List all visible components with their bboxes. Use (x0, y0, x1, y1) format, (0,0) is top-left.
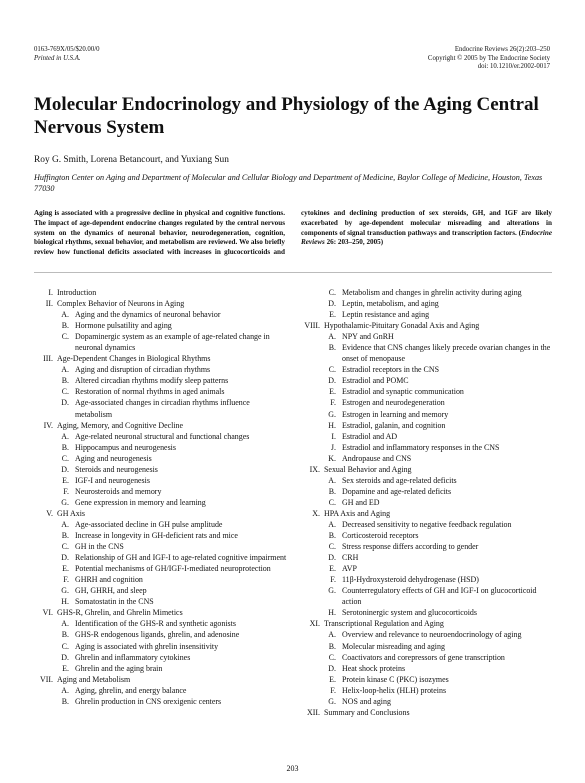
toc-number: B. (61, 630, 69, 640)
toc-section (297, 707, 554, 718)
toc-text: AVP (342, 564, 357, 574)
toc-text: NOS and aging (342, 696, 391, 706)
toc-number: D. (61, 398, 69, 408)
toc-number: G. (61, 497, 69, 507)
toc-text: Aging is associated with ghrelin insensitivity (75, 641, 219, 651)
toc-text: Hormone pulsatility and aging (75, 321, 172, 331)
toc-text: Overview and relevance to neuroendocrinology of aging (342, 630, 522, 640)
toc-text: Altered circadian rhythms modify sleep patterns (75, 376, 229, 386)
toc-subsection (297, 530, 554, 541)
toc-number: B. (328, 641, 336, 651)
toc-subsection (297, 375, 554, 386)
toc-subsection (297, 386, 554, 397)
toc-number: I. (48, 288, 53, 297)
toc-subsection (34, 386, 287, 397)
toc-section (297, 464, 554, 475)
toc-subsection (34, 563, 287, 574)
toc-text: Protein kinase C (PKC) isozymes (342, 674, 449, 684)
toc-number: VII. (39, 674, 53, 684)
toc-text: IGF-I and neurogenesis (75, 475, 150, 485)
toc-number: F. (330, 575, 336, 585)
copyright: Copyright © 2005 by The Endocrine Society (427, 54, 550, 62)
toc-number: C. (61, 332, 69, 342)
toc-text: Increase in longevity in GH-deficient rats and mice (75, 531, 238, 541)
toc-text: Hypothalamic-Pituitary Gonadal Axis and Aging (324, 321, 480, 331)
toc-number: H. (328, 608, 336, 618)
toc-number: A. (61, 519, 69, 529)
toc-subsection (297, 409, 554, 420)
toc-text: Gene expression in memory and learning (75, 497, 206, 507)
toc-text: GHS-R endogenous ligands, ghrelin, and adenosine (75, 630, 240, 640)
toc-number: E. (329, 564, 336, 574)
toc-number: D. (61, 464, 69, 474)
toc-number: A. (61, 431, 69, 441)
toc-number: A. (328, 332, 336, 342)
toc-text: Aging and Metabolism (57, 674, 131, 684)
toc-subsection (34, 519, 287, 530)
toc-subsection (34, 663, 287, 674)
toc-number: G. (328, 696, 336, 706)
toc-number: E. (62, 475, 69, 485)
toc-subsection (34, 541, 287, 552)
toc-text: Age-associated changes in circadian rhythms influence metabolism (75, 398, 250, 419)
toc-subsection (297, 652, 554, 663)
toc-subsection (297, 585, 554, 607)
toc-text: Aging and the dynamics of neuronal behavior (75, 310, 221, 320)
toc-text: Age-related neuronal structural and functional changes (75, 431, 250, 441)
journal-citation: Endocrine Reviews 26(2):203–250 (454, 46, 550, 53)
toc-number: II. (45, 299, 53, 309)
toc-text: Aging, Memory, and Cognitive Decline (57, 420, 184, 430)
toc-number: IX. (309, 464, 320, 474)
toc-number: E. (329, 674, 336, 684)
toc-text: CRH (342, 553, 359, 563)
toc-number: C. (61, 542, 69, 552)
toc-text: HPA Axis and Aging (324, 508, 391, 518)
toc-number: C. (328, 497, 336, 507)
toc-text: Steroids and neurogenesis (75, 464, 158, 474)
authors: Roy G. Smith, Lorena Betancourt, and Yuxiang Sun (34, 155, 229, 165)
toc-text: Summary and Conclusions (324, 707, 410, 717)
toc-subsection (297, 342, 554, 364)
affiliation: Huffington Center on Aging and Department of Molecular and Cellular Biology and Department of Medicine, Baylor College of Medicine, Houston, Texas 77030 (34, 173, 543, 193)
toc-section (34, 420, 287, 431)
toc-subsection (297, 541, 554, 552)
toc-number: B. (61, 376, 69, 386)
toc-subsection (34, 475, 287, 486)
toc-number: H. (61, 597, 69, 607)
toc-section (34, 298, 287, 309)
toc-number: C. (328, 288, 336, 297)
toc-text: Dopaminergic system as an example of age-related change in neuronal dynamics (75, 332, 270, 353)
toc-text: GHS-R, Ghrelin, and Ghrelin Mimetics (57, 608, 183, 618)
toc-number: C. (328, 542, 336, 552)
toc-subsection (34, 574, 287, 585)
toc-number: D. (61, 652, 69, 662)
toc-number: F. (330, 685, 336, 695)
toc-section (34, 607, 287, 618)
toc-section (297, 508, 554, 519)
toc-subsection (34, 486, 287, 497)
toc-number: G. (328, 409, 336, 419)
toc-number: F. (330, 398, 336, 408)
toc-number: VI. (42, 608, 53, 618)
toc-text: Estradiol receptors in the CNS (342, 365, 439, 375)
toc-number: B. (328, 486, 336, 496)
toc-number: E. (62, 564, 69, 574)
toc-subsection (297, 287, 554, 298)
toc-text: Leptin, metabolism, and aging (342, 299, 439, 309)
journal-header-right (428, 46, 550, 72)
toc-subsection (297, 453, 554, 464)
toc-number: J. (330, 442, 336, 452)
journal-header-left (34, 46, 100, 63)
toc-text: Ghrelin and inflammatory cytokines (75, 652, 191, 662)
toc-number: G. (328, 586, 336, 596)
toc-number: C. (61, 387, 69, 397)
issn-price: 0163-769X/05/$20.00/0 (34, 46, 100, 53)
toc-text: Coactivators and corepressors of gene transcription (342, 652, 505, 662)
toc-text: Metabolism and changes in ghrelin activity during aging (342, 288, 522, 297)
toc-subsection (34, 309, 287, 320)
toc-number: B. (61, 442, 69, 452)
toc-subsection (297, 629, 554, 640)
toc-subsection (34, 618, 287, 629)
toc-text: Ghrelin and the aging brain (75, 663, 163, 673)
toc-subsection (297, 475, 554, 486)
toc-subsection (297, 442, 554, 453)
toc-text: Estradiol and AD (342, 431, 398, 441)
article-title: Molecular Endocrinology and Physiology of the Aging Central Nervous System (34, 94, 539, 138)
toc-number: C. (328, 365, 336, 375)
toc-number: X. (312, 508, 320, 518)
toc-text: GH in the CNS (75, 542, 124, 552)
toc-text: Somatostatin in the CNS (75, 597, 154, 607)
toc-number: E. (329, 310, 336, 320)
toc-number: C. (61, 453, 69, 463)
toc-number: F. (63, 575, 69, 585)
toc-text: Restoration of normal rhythms in aged animals (75, 387, 225, 397)
toc-number: I. (331, 431, 336, 441)
toc-number: D. (328, 663, 336, 673)
toc-text: Age-associated decline in GH pulse amplitude (75, 519, 223, 529)
toc-section (34, 287, 287, 298)
toc-subsection (297, 497, 554, 508)
toc-text: Introduction (57, 288, 97, 297)
toc-number: A. (328, 475, 336, 485)
abstract-text: Aging is associated with a progressive decline in physical and cognitive functions. The impact of age-dependent endocrine changes regulated by the central nervous system on the dynamics of neuronal behavior, neurodegeneration, cognition, biological rhythms, sexual behavior, and metabolism are reviewed. We also briefly review how functional deficits associated with increases in glucocorticoids and cytokines and declining production of sex steroids, GH, and IGF are likely exacerbated by age-dependent molecular misreading and alterations in components of signal transduction pathways and transcription factors. ( (34, 209, 552, 256)
toc-column-right (297, 287, 554, 718)
toc-text: Ghrelin production in CNS orexigenic centers (75, 696, 222, 706)
toc-text: Potential mechanisms of GH/IGF-I-mediated neuroprotection (75, 564, 271, 574)
toc-number: K. (328, 453, 336, 463)
toc-text: Corticosteroid receptors (342, 531, 419, 541)
toc-text: Heat shock proteins (342, 663, 406, 673)
toc-number: B. (61, 321, 69, 331)
printed-in: Printed in U.S.A. (34, 54, 81, 62)
page-number: 203 (286, 764, 299, 773)
toc-subsection (34, 442, 287, 453)
toc-subsection (297, 641, 554, 652)
toc-text: Aging and neurogenesis (75, 453, 152, 463)
toc-subsection (297, 607, 554, 618)
toc-number: C. (328, 652, 336, 662)
toc-number: IV. (43, 420, 53, 430)
toc-number: D. (328, 553, 336, 563)
toc-number: H. (328, 420, 336, 430)
toc-number: B. (328, 531, 336, 541)
toc-subsection (297, 309, 554, 320)
toc-subsection (297, 685, 554, 696)
toc-text: GH and ED (342, 497, 380, 507)
toc-number: A. (61, 310, 69, 320)
toc-text: Sex steroids and age-related deficits (342, 475, 457, 485)
toc-number: B. (61, 696, 69, 706)
toc-text: Aging and disruption of circadian rhythms (75, 365, 211, 375)
toc-text: Andropause and CNS (342, 453, 412, 463)
toc-text: Sexual Behavior and Aging (324, 464, 412, 474)
toc-subsection (34, 696, 287, 707)
toc-number: F. (63, 486, 69, 496)
toc-subsection (297, 563, 554, 574)
toc-number: D. (61, 553, 69, 563)
toc-text: Estradiol and inflammatory responses in the CNS (342, 442, 500, 452)
toc-text: Estrogen in learning and memory (342, 409, 449, 419)
toc-subsection (34, 431, 287, 442)
toc-subsection (297, 552, 554, 563)
toc-text: Aging, ghrelin, and energy balance (75, 685, 187, 695)
toc-subsection (34, 629, 287, 640)
toc-subsection (34, 552, 287, 563)
toc-text: GHRH and cognition (75, 575, 143, 585)
toc-text: Serotoninergic system and glucocorticoids (342, 608, 477, 618)
toc-text: Hippocampus and neurogenesis (75, 442, 176, 452)
toc-subsection (34, 397, 287, 419)
toc-text: Estrogen and neurodegeneration (342, 398, 445, 408)
toc-text: Estradiol, galanin, and cognition (342, 420, 446, 430)
toc-subsection (34, 641, 287, 652)
toc-number: A. (61, 685, 69, 695)
toc-section (297, 320, 554, 331)
toc-number: E. (329, 387, 336, 397)
toc-text: Estradiol and synaptic communication (342, 387, 464, 397)
toc-number: V. (46, 508, 53, 518)
toc-subsection (297, 696, 554, 707)
toc-text: 11β-Hydroxysteroid dehydrogenase (HSD) (342, 575, 479, 585)
toc-number: A. (328, 519, 336, 529)
toc-number: A. (61, 365, 69, 375)
toc-subsection (34, 530, 287, 541)
toc-subsection (297, 420, 554, 431)
toc-text: Dopamine and age-related deficits (342, 486, 452, 496)
toc-subsection (34, 453, 287, 464)
toc-subsection (34, 497, 287, 508)
doi: doi: 10.1210/er.2002-0017 (477, 63, 550, 71)
toc-number: C. (61, 641, 69, 651)
toc-subsection (297, 486, 554, 497)
toc-number: E. (62, 663, 69, 673)
toc-subsection (34, 331, 287, 353)
toc-subsection (34, 685, 287, 696)
toc-section (34, 508, 287, 519)
toc-subsection (34, 364, 287, 375)
toc-section (34, 674, 287, 685)
toc-subsection (297, 397, 554, 408)
toc-text: Identification of the GHS-R and synthetic agonists (75, 619, 236, 629)
toc-subsection (297, 574, 554, 585)
toc-subsection (297, 519, 554, 530)
toc-text: Stress response differs according to gender (342, 542, 479, 552)
toc-text: Decreased sensitivity to negative feedback regulation (342, 519, 512, 529)
toc-number: B. (61, 531, 69, 541)
toc-text: Counterregulatory effects of GH and IGF-I on glucocorticoid action (342, 586, 537, 607)
toc-number: III. (43, 354, 53, 364)
toc-subsection (297, 331, 554, 342)
abstract-citation-journal: Endocrine Reviews (301, 228, 552, 247)
toc-subsection (34, 464, 287, 475)
toc-text: Age-Dependent Changes in Biological Rhythms (57, 354, 211, 364)
section-divider (34, 272, 552, 273)
toc-subsection (297, 298, 554, 309)
toc-section (34, 353, 287, 364)
toc-subsection (297, 364, 554, 375)
toc-text: Estradiol and POMC (342, 376, 409, 386)
toc-number: A. (328, 630, 336, 640)
toc-number: VIII. (304, 321, 320, 331)
toc-number: G. (61, 586, 69, 596)
toc-subsection (297, 674, 554, 685)
abstract-citation-tail: 26: 203–250, 2005) (324, 238, 384, 247)
toc-subsection (34, 375, 287, 386)
toc-text: Helix-loop-helix (HLH) proteins (342, 685, 447, 695)
toc-number: D. (328, 299, 336, 309)
toc-subsection (34, 596, 287, 607)
toc-text: GH, GHRH, and sleep (75, 586, 147, 596)
toc-number: XI. (309, 619, 320, 629)
toc-subsection (34, 652, 287, 663)
toc-text: GH Axis (57, 508, 86, 518)
toc-subsection (34, 320, 287, 331)
toc-text: Complex Behavior of Neurons in Aging (57, 299, 185, 309)
toc-number: A. (61, 619, 69, 629)
toc-subsection (34, 585, 287, 596)
toc-text: Leptin resistance and aging (342, 310, 430, 320)
toc-text: Neurosteroids and memory (75, 486, 162, 496)
toc-text: NPY and GnRH (342, 332, 394, 342)
toc-text: Molecular misreading and aging (342, 641, 445, 651)
toc-text: Transcriptional Regulation and Aging (324, 619, 444, 629)
toc-text: Relationship of GH and IGF-I to age-related cognitive impairment (75, 553, 287, 563)
toc-number: B. (328, 343, 336, 353)
abstract (34, 209, 552, 258)
toc-text: Evidence that CNS changes likely precede ovarian changes in the onset of menopause (342, 343, 551, 364)
toc-subsection (297, 663, 554, 674)
toc-column-left (34, 287, 287, 707)
toc-subsection (297, 431, 554, 442)
toc-number: XII. (306, 707, 320, 717)
toc-section (297, 618, 554, 629)
toc-number: D. (328, 376, 336, 386)
